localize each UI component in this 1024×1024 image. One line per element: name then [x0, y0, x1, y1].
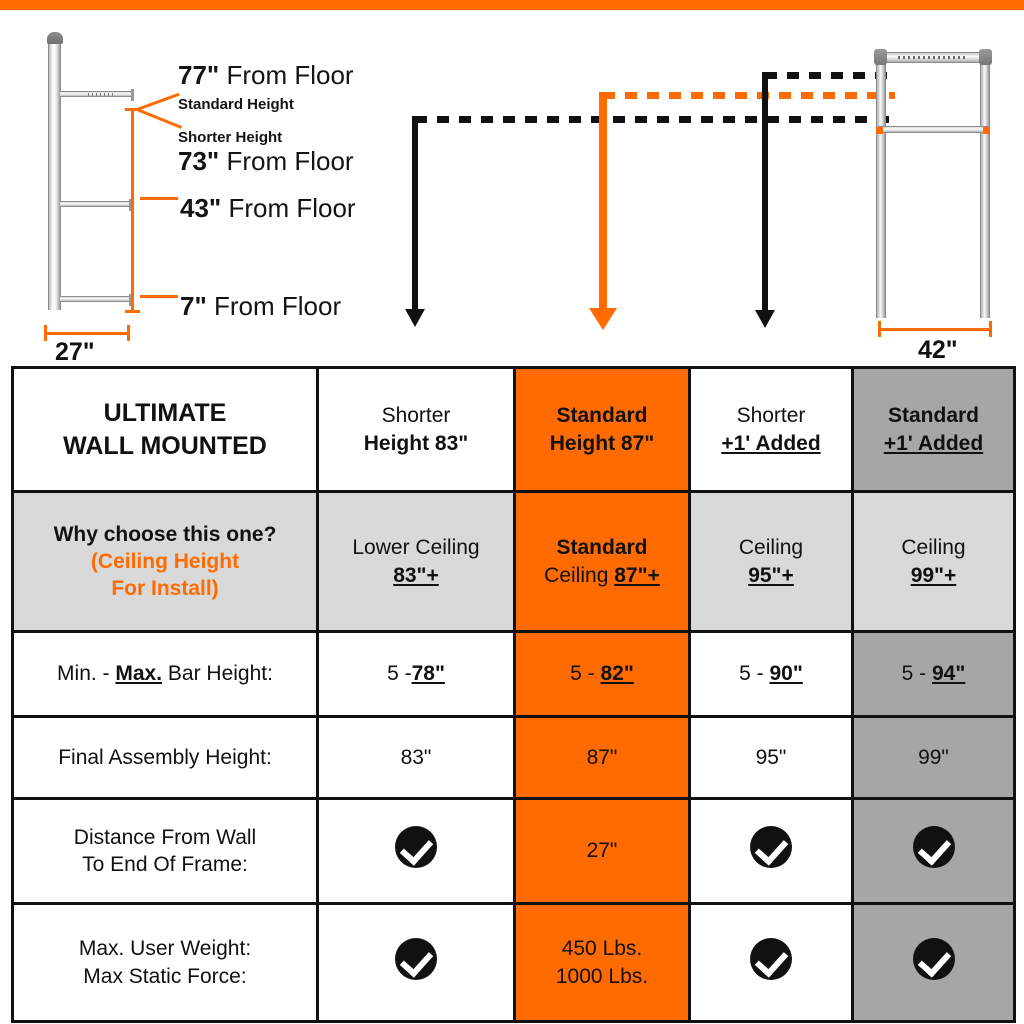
- arrow-standard-height: [599, 92, 607, 310]
- why-99-line2: 99"+: [910, 563, 957, 587]
- leader-line-standard-height: [136, 93, 179, 111]
- left-leg-graphic: [876, 60, 886, 318]
- callout-77-value: 77": [178, 60, 220, 90]
- why-choose-line1: Why choose this one?: [53, 522, 277, 546]
- why-83-line2: 83"+: [393, 563, 439, 587]
- product-title-line1: ULTIMATE: [103, 399, 227, 427]
- bar-90-value: 90": [769, 662, 803, 686]
- table-row-bar-height: [13, 632, 1015, 717]
- why-choose-cell-standard-plus1: [853, 492, 1015, 632]
- callout-73-value: 73": [178, 146, 220, 176]
- leader-line-43-inch: [140, 197, 178, 200]
- bar-94-pre: 5 -: [901, 662, 932, 686]
- arrowhead-plus-one-foot: [755, 310, 775, 328]
- row-label-assembly-height: Final Assembly Height:: [13, 717, 318, 799]
- why-95-line2: 95"+: [748, 563, 794, 587]
- check-icon: [750, 938, 792, 980]
- callout-77-rest: From Floor: [219, 60, 354, 90]
- table-row-why-choose: [13, 492, 1015, 632]
- table-row-assembly-height: [13, 717, 1015, 799]
- top-accent-bar: [0, 0, 1024, 10]
- col4-header-line1: Standard: [887, 404, 979, 428]
- check-icon: [395, 826, 437, 868]
- callout-73-from-floor: [178, 146, 354, 177]
- bar-82-pre: 5 -: [570, 662, 601, 686]
- width-label-42: 42": [918, 336, 958, 364]
- assembly-height-cell-standard-plus1: 99": [853, 717, 1015, 799]
- callout-43-from-floor: [180, 193, 356, 224]
- bar-78-pre: 5 -: [387, 662, 412, 686]
- why-87-line2: 87"+: [614, 563, 660, 587]
- check-icon: [395, 938, 437, 980]
- weight-cell-shorter-83: [318, 904, 515, 1022]
- why-choose-line2: (Ceiling Height: [90, 549, 240, 573]
- row-label-bar-height: [13, 632, 318, 717]
- check-icon: [750, 826, 792, 868]
- wall-mount-front-view-illustration: [872, 48, 994, 320]
- bar-94-value: 94": [932, 662, 966, 686]
- callout-77-from-floor: [178, 60, 354, 91]
- weight-cell-standard-plus1: [853, 904, 1015, 1022]
- bar-82-value: 82": [600, 662, 634, 686]
- callout-43-value: 43": [180, 193, 222, 223]
- right-cap-graphic: [979, 49, 992, 65]
- distance-cell-standard-87: 27": [515, 799, 690, 904]
- callout-7-rest: From Floor: [206, 291, 342, 321]
- assembly-height-cell-shorter-83: 83": [318, 717, 515, 799]
- why-99-line1: Ceiling: [901, 536, 966, 560]
- knurled-grip-graphic: [88, 93, 114, 96]
- dotted-line-orange: [603, 92, 895, 99]
- weight-87-line1: 450 Lbs.: [561, 937, 643, 961]
- why-87-line1: Standard: [556, 536, 648, 560]
- why-83-line1: Lower Ceiling: [352, 536, 480, 560]
- bar-height-cell-standard-87: [515, 632, 690, 717]
- arrowhead-shorter-height: [405, 309, 425, 327]
- adjustable-bar-graphic: [878, 126, 988, 133]
- why-choose-line3: For Install): [111, 577, 219, 601]
- width-label-27: 27": [55, 338, 95, 366]
- top-pullup-bar-graphic: [878, 52, 988, 63]
- weight-cell-standard-87: [515, 904, 690, 1022]
- bottom-bar-arm-graphic: [60, 296, 130, 302]
- dotted-line-lower-black: [415, 116, 895, 123]
- middle-bar-arm-graphic: [60, 201, 130, 207]
- why-87-line2-wrap: [522, 562, 682, 589]
- check-icon: [913, 938, 955, 980]
- weight-label-line1: Max. User Weight:: [78, 937, 252, 961]
- distance-cell-standard-plus1: [853, 799, 1015, 904]
- col2-header-line1: Standard: [556, 404, 648, 428]
- leader-line-shorter-height: [136, 108, 182, 129]
- col1-header-line1: Shorter: [381, 404, 451, 428]
- wall-mount-side-view-illustration: [40, 38, 135, 310]
- table-header-row: [13, 368, 1015, 492]
- bar-height-cell-shorter-83: [318, 632, 515, 717]
- col3-header-line1: Shorter: [736, 404, 806, 428]
- specification-table: [11, 366, 1016, 1023]
- why-choose-cell-shorter-plus1: [690, 492, 853, 632]
- check-icon: [913, 826, 955, 868]
- why-choose-cell-shorter-83: [318, 492, 515, 632]
- width-dimension-line-42: [878, 328, 992, 331]
- column-header-shorter-plus1: [690, 368, 853, 492]
- why-87-line2-pre: Ceiling: [544, 563, 615, 587]
- bar-78-value: 78": [411, 662, 445, 686]
- col3-header-line2: +1' Added: [721, 431, 821, 455]
- col1-header-line2: Height 83": [363, 431, 469, 455]
- arrowhead-standard-height: [589, 308, 617, 330]
- arrow-shorter-height: [412, 116, 418, 311]
- callout-7-from-floor: [180, 291, 341, 322]
- product-title-line2: WALL MOUNTED: [63, 431, 267, 460]
- weight-87-line2: 1000 Lbs.: [555, 964, 649, 988]
- row-label-max-weight: [13, 904, 318, 1022]
- table-row-max-weight: [13, 904, 1015, 1022]
- why-95-line1: Ceiling: [738, 536, 804, 560]
- distance-cell-shorter-83: [318, 799, 515, 904]
- col2-header-line2: Height 87": [549, 431, 655, 455]
- table-row-distance-from-wall: [13, 799, 1015, 904]
- bar-90-pre: 5 -: [739, 662, 770, 686]
- row-label-distance-from-wall: [13, 799, 318, 904]
- column-header-standard-plus1: [853, 368, 1015, 492]
- callout-73-rest: From Floor: [219, 146, 354, 176]
- column-header-shorter-83: [318, 368, 515, 492]
- bar-height-label-pre: Min. -: [57, 662, 116, 686]
- arrow-plus-one-foot: [762, 72, 768, 312]
- callout-shorter-height-label: Shorter Height: [178, 129, 283, 146]
- assembly-height-cell-shorter-plus1: 95": [690, 717, 853, 799]
- bar-height-label-post: Bar Height:: [162, 662, 273, 686]
- width-dimension-line-27: [44, 332, 130, 335]
- column-header-standard-87: [515, 368, 690, 492]
- upright-post-graphic: [48, 38, 61, 310]
- distance-label-line2: To End Of Frame:: [82, 853, 248, 876]
- col4-header-line2: +1' Added: [883, 431, 984, 455]
- assembly-height-cell-standard-87: 87": [515, 717, 690, 799]
- right-leg-graphic: [980, 60, 990, 318]
- weight-cell-shorter-plus1: [690, 904, 853, 1022]
- bar-height-cell-shorter-plus1: [690, 632, 853, 717]
- left-cap-graphic: [874, 49, 887, 65]
- bar-height-cell-standard-plus1: [853, 632, 1015, 717]
- post-cap-graphic: [47, 32, 63, 44]
- distance-label-line1: Distance From Wall: [73, 825, 257, 849]
- leader-line-7-inch: [140, 295, 178, 298]
- why-choose-cell-standard-87: [515, 492, 690, 632]
- row-label-why-choose: [13, 492, 318, 632]
- bar-height-label-bold: Max.: [115, 662, 163, 686]
- weight-label-line2: Max Static Force:: [83, 964, 247, 988]
- callout-43-rest: From Floor: [221, 193, 356, 223]
- product-title-cell: [13, 368, 318, 492]
- callout-7-value: 7": [180, 291, 207, 321]
- diagram-area: [0, 10, 1024, 366]
- distance-cell-shorter-plus1: [690, 799, 853, 904]
- vertical-dimension-line: [131, 108, 134, 313]
- callout-standard-height-label: Standard Height: [178, 96, 294, 113]
